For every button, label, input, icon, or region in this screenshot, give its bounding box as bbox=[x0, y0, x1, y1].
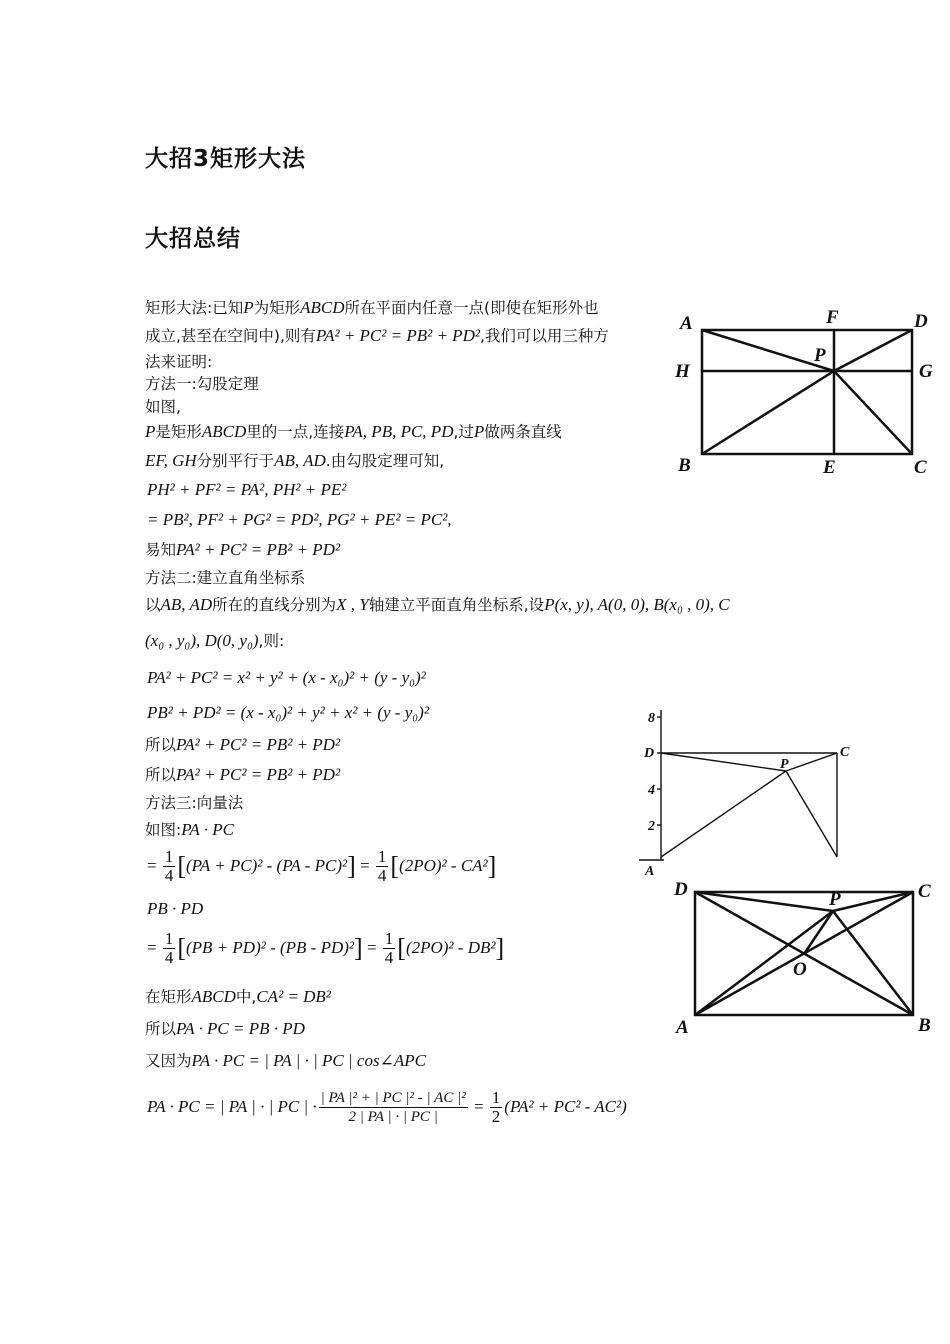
method2-so-2: 所以PA² + PC² = PB² + PD² bbox=[145, 765, 341, 784]
method1-asfig: 如图, bbox=[145, 398, 181, 416]
method3-also: 又因为PA · PC = | PA | · | PC | cos∠APC bbox=[145, 1051, 426, 1070]
method3-so: 所以PA · PC = PB · PD bbox=[145, 1019, 305, 1038]
method3-heading: 方法三:向量法 bbox=[145, 794, 244, 812]
label-f: F bbox=[826, 307, 839, 328]
method3-eq-1: = $\frac{1}{4}$ [(PA + PC)² - (PA - PC)²] = $\frac{1}{4}$ [(2PO)² - CA²] bbox=[147, 847, 497, 885]
label-d: D bbox=[914, 311, 928, 332]
segment-pb bbox=[702, 371, 834, 454]
method1-heading: 方法一:勾股定理 bbox=[145, 375, 259, 393]
label-g: G bbox=[919, 361, 933, 382]
label-b: B bbox=[918, 1015, 931, 1036]
segment-cp bbox=[786, 753, 837, 771]
segment-bp bbox=[786, 771, 837, 857]
figure-rectangle-pythagoras bbox=[670, 305, 940, 485]
method3-eq-2: = $\frac{1}{4}$ [(PB + PD)² - (PB - PD)²] = $\frac{1}{4}$ [(2PO)² - DB²] bbox=[147, 929, 505, 967]
label-h: H bbox=[675, 361, 690, 382]
segment-pb bbox=[833, 911, 913, 1015]
method1-eq-1: PH² + PF² = PA², PH² + PE² bbox=[147, 480, 347, 499]
method3-line-2: PB · PD bbox=[147, 899, 204, 918]
label-c: C bbox=[918, 881, 931, 902]
method2-eq-2: PB² + PD² = (x - x₀)² + y² + x² + (y - y₀)² bbox=[147, 703, 429, 722]
segment-po bbox=[804, 911, 833, 954]
label-d: D bbox=[674, 879, 688, 900]
segment-pc bbox=[834, 371, 912, 454]
method3-rect: 在矩形ABCD中,CA² = DB² bbox=[145, 987, 331, 1006]
method1-line-2: EF, GH分别平行于AB, AD.由勾股定理可知, bbox=[145, 451, 445, 470]
label-a: A bbox=[680, 313, 693, 334]
label-d: D bbox=[644, 746, 655, 761]
label-p: P bbox=[780, 757, 789, 772]
intro-line-1: 矩形大法:已知P为矩形ABCD所在平面内任意一点(即使在矩形外也 bbox=[145, 298, 599, 317]
method2-line-2: (x₀ , y₀), D(0, y₀),则: bbox=[145, 631, 285, 650]
label-a: A bbox=[676, 1017, 689, 1038]
segment-pd bbox=[834, 330, 912, 371]
method1-line-1: P是矩形ABCD里的一点,连接PA, PB, PC, PD,过P做两条直线 bbox=[145, 422, 562, 441]
method3-line-1: 如图:PA · PC bbox=[145, 820, 234, 839]
figure-coordinate-system bbox=[634, 705, 864, 880]
label-c: C bbox=[914, 457, 927, 478]
page-title: 大招3矩形大法 bbox=[145, 146, 307, 172]
method1-conclusion: 易知PA² + PC² = PB² + PD² bbox=[145, 540, 341, 559]
method2-line-1: 以AB, AD所在的直线分别为X , Y轴建立平面直角坐标系,设P(x, y), A(0, 0), B(x₀ , 0), C bbox=[145, 595, 730, 614]
method2-eq-1: PA² + PC² = x² + y² + (x - x₀)² + (y - y₀)² bbox=[147, 668, 426, 687]
method2-so-1: 所以PA² + PC² = PB² + PD² bbox=[145, 735, 341, 754]
tick-4: 4 bbox=[648, 783, 655, 798]
tick-2: 2 bbox=[648, 819, 655, 834]
label-e: E bbox=[823, 457, 836, 478]
label-p: P bbox=[814, 345, 826, 366]
label-a: A bbox=[645, 864, 655, 879]
method2-heading: 方法二:建立直角坐标系 bbox=[145, 569, 306, 587]
intro-line-2: 成立,甚至在空间中),则有PA² + PC² = PB² + PD²,我们可以用三种方 bbox=[145, 326, 609, 345]
label-o: O bbox=[793, 959, 807, 980]
intro-line-3: 法来证明: bbox=[145, 353, 213, 371]
section-title: 大招总结 bbox=[145, 226, 241, 252]
segment-pc bbox=[833, 892, 913, 911]
segment-dp bbox=[661, 753, 786, 771]
method3-final-eq: PA · PC = | PA | · | PC | · $\frac{\text{| PA |² + | PC |² - | AC |²}}{2 | PA | \cdot | PC |}$ = $\frac{1}{2}$ (PA² + PC² - AC²) bbox=[147, 1088, 627, 1126]
tick-8: 8 bbox=[648, 711, 655, 726]
method1-eq-2: = PB², PF² + PG² = PD², PG² + PE² = PC², bbox=[147, 510, 452, 529]
segment-pd bbox=[695, 892, 833, 911]
segment-pa bbox=[695, 911, 833, 1015]
label-p: P bbox=[829, 889, 841, 910]
label-c: C bbox=[840, 745, 850, 760]
label-b: B bbox=[678, 455, 691, 476]
figure-rectangle-vectors bbox=[670, 875, 940, 1040]
segment-ap bbox=[661, 771, 786, 857]
